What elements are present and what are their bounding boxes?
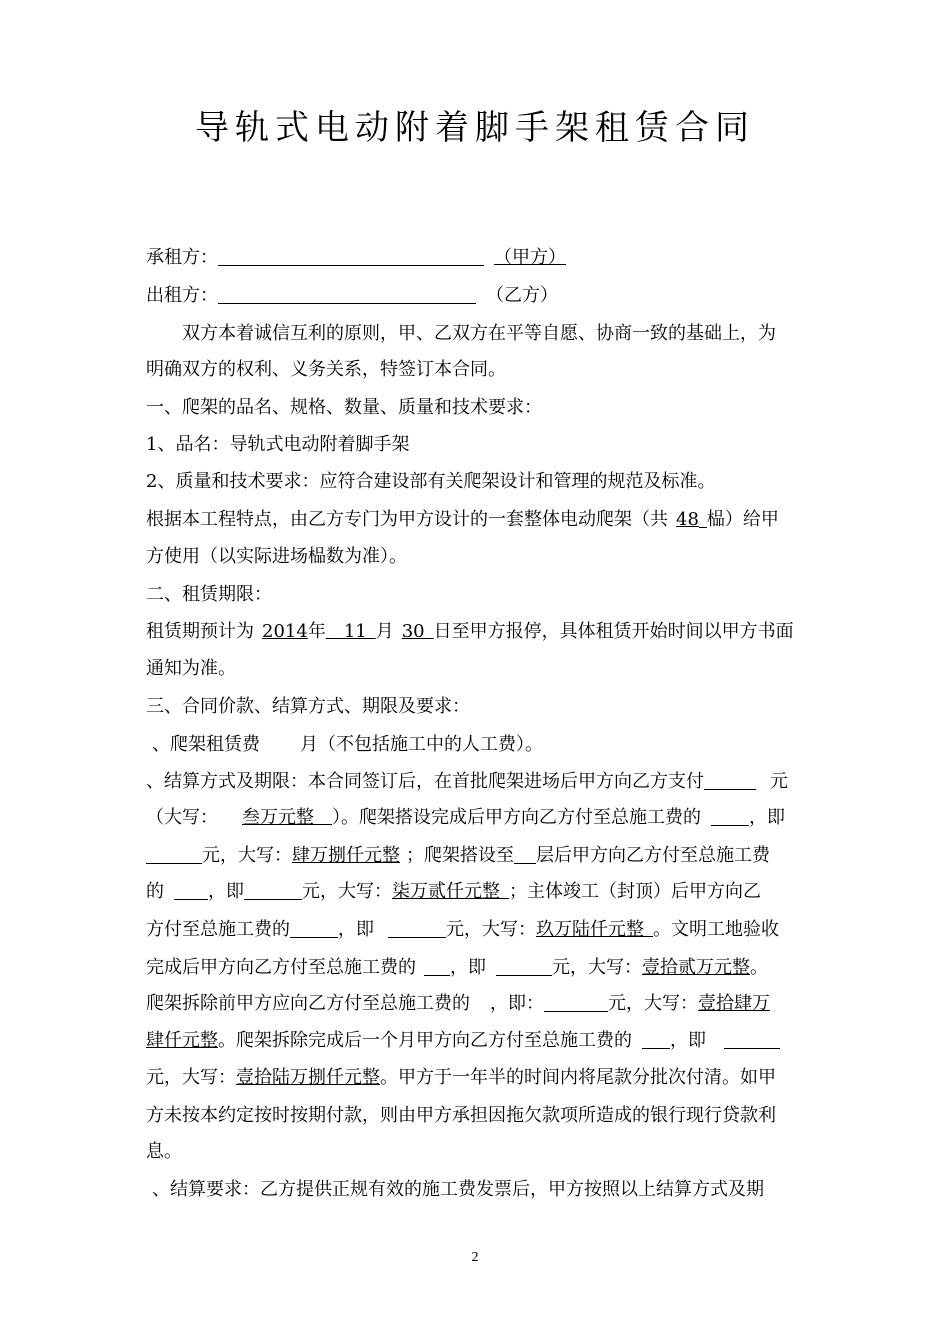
text: 完成后甲方向乙方付至总施工费的: [146, 957, 416, 978]
payment-line-1: [146, 770, 810, 794]
section-1-heading: 一、爬架的品名、规格、数量、质量和技术要求：: [146, 397, 542, 418]
text: 月: [375, 621, 394, 642]
text: 元，大写：: [446, 919, 536, 940]
text: 年: [307, 621, 326, 642]
text: 元，大写：: [552, 957, 642, 978]
party-b-name-field[interactable]: [218, 285, 476, 304]
percent-blank[interactable]: [174, 881, 208, 900]
payment-line-2: [146, 806, 810, 830]
text: 元，大写：: [146, 1067, 236, 1088]
percent-blank[interactable]: [711, 807, 749, 826]
text: 日至甲方报停，具体租赁开始时间以甲方书面: [433, 621, 794, 642]
text: ，即: [670, 1030, 706, 1051]
amount-blank[interactable]: [704, 771, 756, 790]
text: 租赁期预计为: [146, 621, 254, 642]
section-1-item-2: 2、质量和技术要求：应符合建设部有关爬架设计和管理的规范及标准。: [146, 471, 716, 492]
payment-line-3: [146, 844, 810, 868]
floor-blank[interactable]: [514, 845, 536, 864]
amount-in-words: 柒万贰仟元整: [392, 881, 500, 902]
amount-in-words: 壹拾陆万捌仟元整: [236, 1067, 380, 1088]
text: ，即：: [490, 993, 544, 1014]
text: 。甲方于一年半的时间内将尾款分批次付清。如甲: [380, 1067, 776, 1088]
payment-line-7: [146, 992, 810, 1016]
intro-line-2: 明确双方的权利、义务关系，特签订本合同。: [146, 359, 506, 380]
payment-line-5: [146, 918, 810, 942]
text: 元，大写：: [202, 845, 292, 866]
text: 。爬架拆除完成后一个月甲方向乙方付至总施工费的: [218, 1030, 632, 1051]
payment-line-8: [146, 1029, 810, 1053]
amount-in-words: 壹拾贰万元整: [642, 957, 750, 978]
payment-line-6: [146, 956, 810, 980]
section-1-line-3: [146, 508, 810, 532]
percent-blank[interactable]: [642, 1030, 670, 1049]
amount-blank[interactable]: [244, 881, 302, 900]
section-2-heading: 二、租赁期限：: [146, 584, 272, 605]
amount-in-words: 肆万捌仟元整: [292, 845, 400, 866]
settlement-requirement-line: [146, 1178, 810, 1202]
amount-blank[interactable]: [146, 845, 202, 864]
payment-line-10: 方未按本约定按时按期付款，则由甲方承担因拖欠款项所造成的银行现行贷款利: [146, 1105, 776, 1126]
section-2-line-2: 通知为准。: [146, 658, 236, 679]
text: ，即: [208, 881, 244, 902]
text: ；爬架搭设至: [406, 845, 514, 866]
percent-blank[interactable]: [290, 919, 338, 938]
section-3-heading: 三、合同价款、结算方式、期限及要求：: [146, 696, 470, 717]
party-a-label: 承租方：: [146, 247, 218, 268]
text: ；主体竣工（封顶）后甲方向乙: [509, 881, 761, 902]
party-a-suffix: （甲方）: [494, 247, 566, 268]
text: 层后甲方向乙方付至总施工费: [536, 845, 770, 866]
intro-line-1: 双方本着诚信互利的原则，甲、乙双方在平等自愿、协商一致的基础上，为: [182, 323, 776, 344]
party-a-line: [146, 246, 810, 270]
party-a-name-field[interactable]: [218, 247, 484, 266]
payment-line-9: [146, 1066, 810, 1090]
amount-in-words: 叁万元整: [242, 807, 314, 828]
section-1-line-4: 方使用（以实际进场榀数为准）。: [146, 546, 407, 567]
text: 、爬架租赁费: [152, 734, 260, 755]
text: 、结算要求：乙方提供正规有效的施工费发票后，甲方按照以上结算方式及期: [152, 1179, 764, 1200]
amount-blank[interactable]: [724, 1030, 780, 1049]
text: 爬架拆除前甲方应向乙方付至总施工费的: [146, 993, 470, 1014]
frame-count: 48: [676, 509, 699, 530]
text: 根据本工程特点，由乙方专门为甲方设计的一套整体电动爬架（共: [146, 509, 668, 530]
text: （大写：: [146, 807, 218, 828]
text: ，即: [749, 807, 785, 828]
payment-line-11: 息。: [146, 1141, 182, 1162]
amount-in-words: 玖万陆仟元整: [536, 919, 644, 940]
amount-blank[interactable]: [496, 957, 552, 976]
text: 。: [750, 957, 768, 978]
text: ，即: [338, 919, 374, 940]
document-title: 导轨式电动附着脚手架租赁合同: [195, 108, 755, 148]
text: 的: [146, 881, 164, 902]
lease-month: 11: [343, 621, 367, 642]
party-b-label: 出租方：: [146, 285, 218, 306]
text: 榀）给甲: [706, 509, 779, 530]
amount-in-words: 壹拾肆万: [698, 993, 770, 1014]
text: 元，大写：: [302, 881, 392, 902]
party-b-line: [146, 284, 810, 308]
text: ）。爬架搭设完成后甲方向乙方付至总施工费的: [332, 807, 701, 828]
text: 、结算方式及期限：本合同签订后，在首批爬架进场后甲方向乙方支付: [146, 771, 704, 792]
text: 元: [770, 771, 788, 792]
section-1-item-1: 1、品名：导轨式电动附着脚手架: [146, 434, 410, 455]
text: 元，大写：: [608, 993, 698, 1014]
amount-blank[interactable]: [544, 993, 608, 1012]
lease-year: 2014: [262, 621, 308, 642]
amount-in-words: 肆仟元整: [146, 1030, 218, 1051]
payment-line-4: [146, 880, 810, 904]
amount-blank[interactable]: [388, 919, 446, 938]
percent-blank[interactable]: [424, 957, 450, 976]
text: 月（不包括施工中的人工费）。: [300, 734, 543, 755]
underline-pad: [699, 509, 707, 528]
text: 。文明工地验收: [653, 919, 779, 940]
lease-day: 30: [401, 621, 425, 642]
text: ，即: [450, 957, 486, 978]
lease-period-line: [146, 620, 810, 644]
rental-fee-line: [146, 733, 810, 757]
text: 方付至总施工费的: [146, 919, 290, 940]
party-b-suffix: （乙方）: [486, 285, 558, 306]
page-number: 2: [471, 1250, 479, 1265]
